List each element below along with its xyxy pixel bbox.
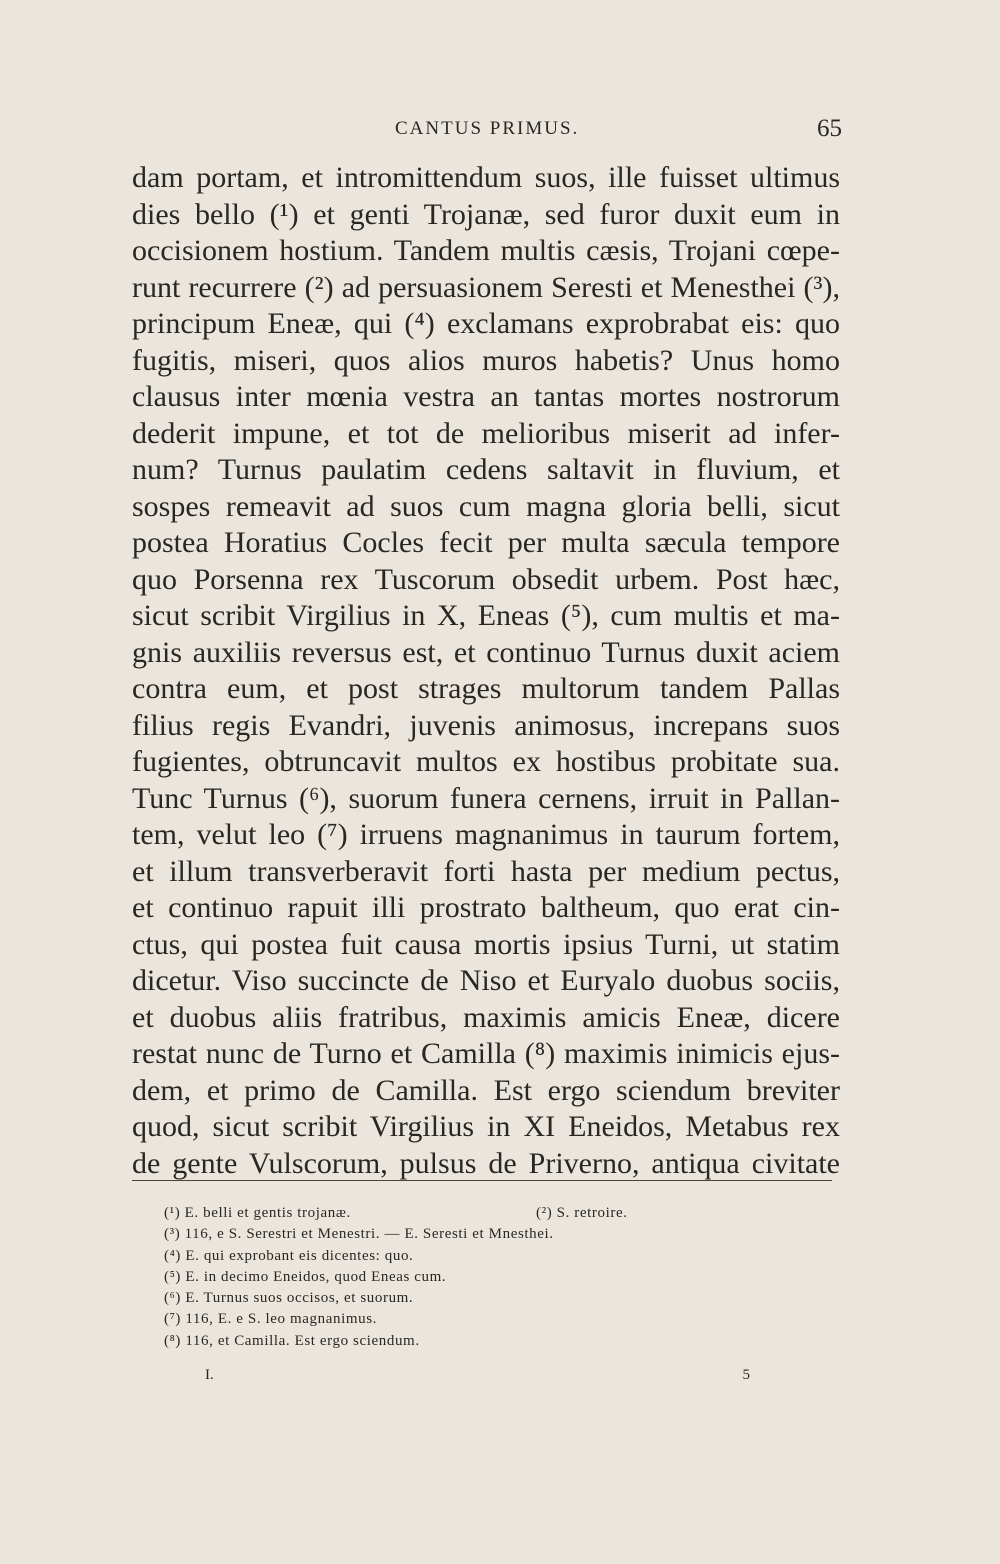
text-line: fugitis, miseri, quos alios muros habetis? Unus homo: [132, 343, 840, 377]
running-title: CANTUS PRIMUS.: [395, 118, 580, 139]
text-line: dicetur. Viso succincte de Niso et Euryalo duobus sociis,: [132, 964, 840, 997]
text-line: ctus, qui postea fuit causa mortis ipsius Turni, ut statim: [132, 927, 840, 961]
text-line: gnis auxiliis reversus est, et continuo Turnus duxit aciem: [132, 635, 840, 669]
footnote-rule: [132, 1180, 832, 1181]
text-line: restat nunc de Turno et Camilla (⁸) maximis inimicis ejus-: [132, 1037, 840, 1070]
text-line: occisionem hostium. Tandem multis cæsis, Trojani cœpe-: [132, 234, 840, 267]
text-line: contra eum, et post strages multorum tandem Pallas: [132, 672, 840, 705]
text-line: postea Horatius Cocles fecit per multa sæcula tempore: [132, 526, 840, 559]
footnote-7: (⁷) 116, E. e S. leo magnanimus.: [164, 1311, 378, 1328]
text-line: et duobus aliis fratribus, maximis amicis Eneæ, dicere: [132, 1000, 840, 1034]
sheet-mark: 5: [742, 1367, 750, 1383]
footnote-1: (¹) E. belli et gentis trojanæ.: [164, 1205, 351, 1221]
footnote-5: (⁵) E. in decimo Eneidos, quod Eneas cum.: [164, 1268, 447, 1285]
running-head: [132, 115, 842, 148]
text-line: sospes remeavit ad suos cum magna gloria belli, sicut: [132, 489, 840, 523]
text-line: fugientes, obtruncavit multos ex hostibus probitate sua.: [132, 745, 840, 778]
text-line: dam portam, et intromittendum suos, ille fuisset ultimus: [132, 161, 840, 194]
text-line: filius regis Evandri, juvenis animosus, increpans suos: [132, 708, 840, 742]
volume-mark: I.: [205, 1367, 214, 1383]
text-line: tem, velut leo (⁷) irruens magnanimus in taurum fortem,: [132, 818, 840, 851]
text-line: sicut scribit Virgilius in X, Eneas (⁵), cum multis et ma-: [132, 599, 840, 632]
text-line: de gente Vulscorum, pulsus de Priverno, antiqua civitate: [132, 1146, 840, 1180]
text-line: dederit impune, et tot de melioribus miserit ad infer-: [132, 416, 840, 450]
text-line: dies bello (¹) et genti Trojanæ, sed furor duxit eum in: [132, 197, 840, 231]
page-number: 65: [817, 115, 842, 142]
text-line: runt recurrere (²) ad persuasionem Seresti et Menesthei (³),: [132, 270, 840, 304]
text-line: principum Eneæ, qui (⁴) exclamans exprobrabat eis: quo: [132, 307, 840, 340]
footnote-4: (⁴) E. qui exprobant eis dicentes: quo.: [164, 1247, 414, 1264]
text-line: et continuo rapuit illi prostrato baltheum, quo erat cin-: [132, 891, 840, 924]
footnote-3: (³) 116, e S. Serestri et Menestri. — E. Seresti et Mnesthei.: [164, 1226, 554, 1243]
footnotes: [164, 1203, 784, 1352]
body-text: [132, 160, 840, 1182]
text-line: quo Porsenna rex Tuscorum obsedit urbem. Post hæc,: [132, 562, 840, 596]
text-line: quod, sicut scribit Virgilius in XI Eneidos, Metabus rex: [132, 1110, 840, 1143]
footnote-6: (⁶) E. Turnus suos occisos, et suorum.: [164, 1290, 414, 1307]
footnote-2: (²) S. retroire.: [536, 1205, 628, 1221]
text-line: Tunc Turnus (⁶), suorum funera cernens, irruit in Pallan-: [132, 781, 840, 815]
footnote-row: [164, 1203, 784, 1224]
signature-line: [205, 1367, 750, 1389]
footnote-8: (⁸) 116, et Camilla. Est ergo sciendum.: [164, 1332, 420, 1349]
text-line: dem, et primo de Camilla. Est ergo sciendum breviter: [132, 1073, 840, 1107]
text-line: num? Turnus paulatim cedens saltavit in fluvium, et: [132, 453, 840, 486]
text-line: clausus inter mœnia vestra an tantas mortes nostrorum: [132, 380, 840, 413]
text-line: et illum transverberavit forti hasta per medium pectus,: [132, 854, 840, 888]
